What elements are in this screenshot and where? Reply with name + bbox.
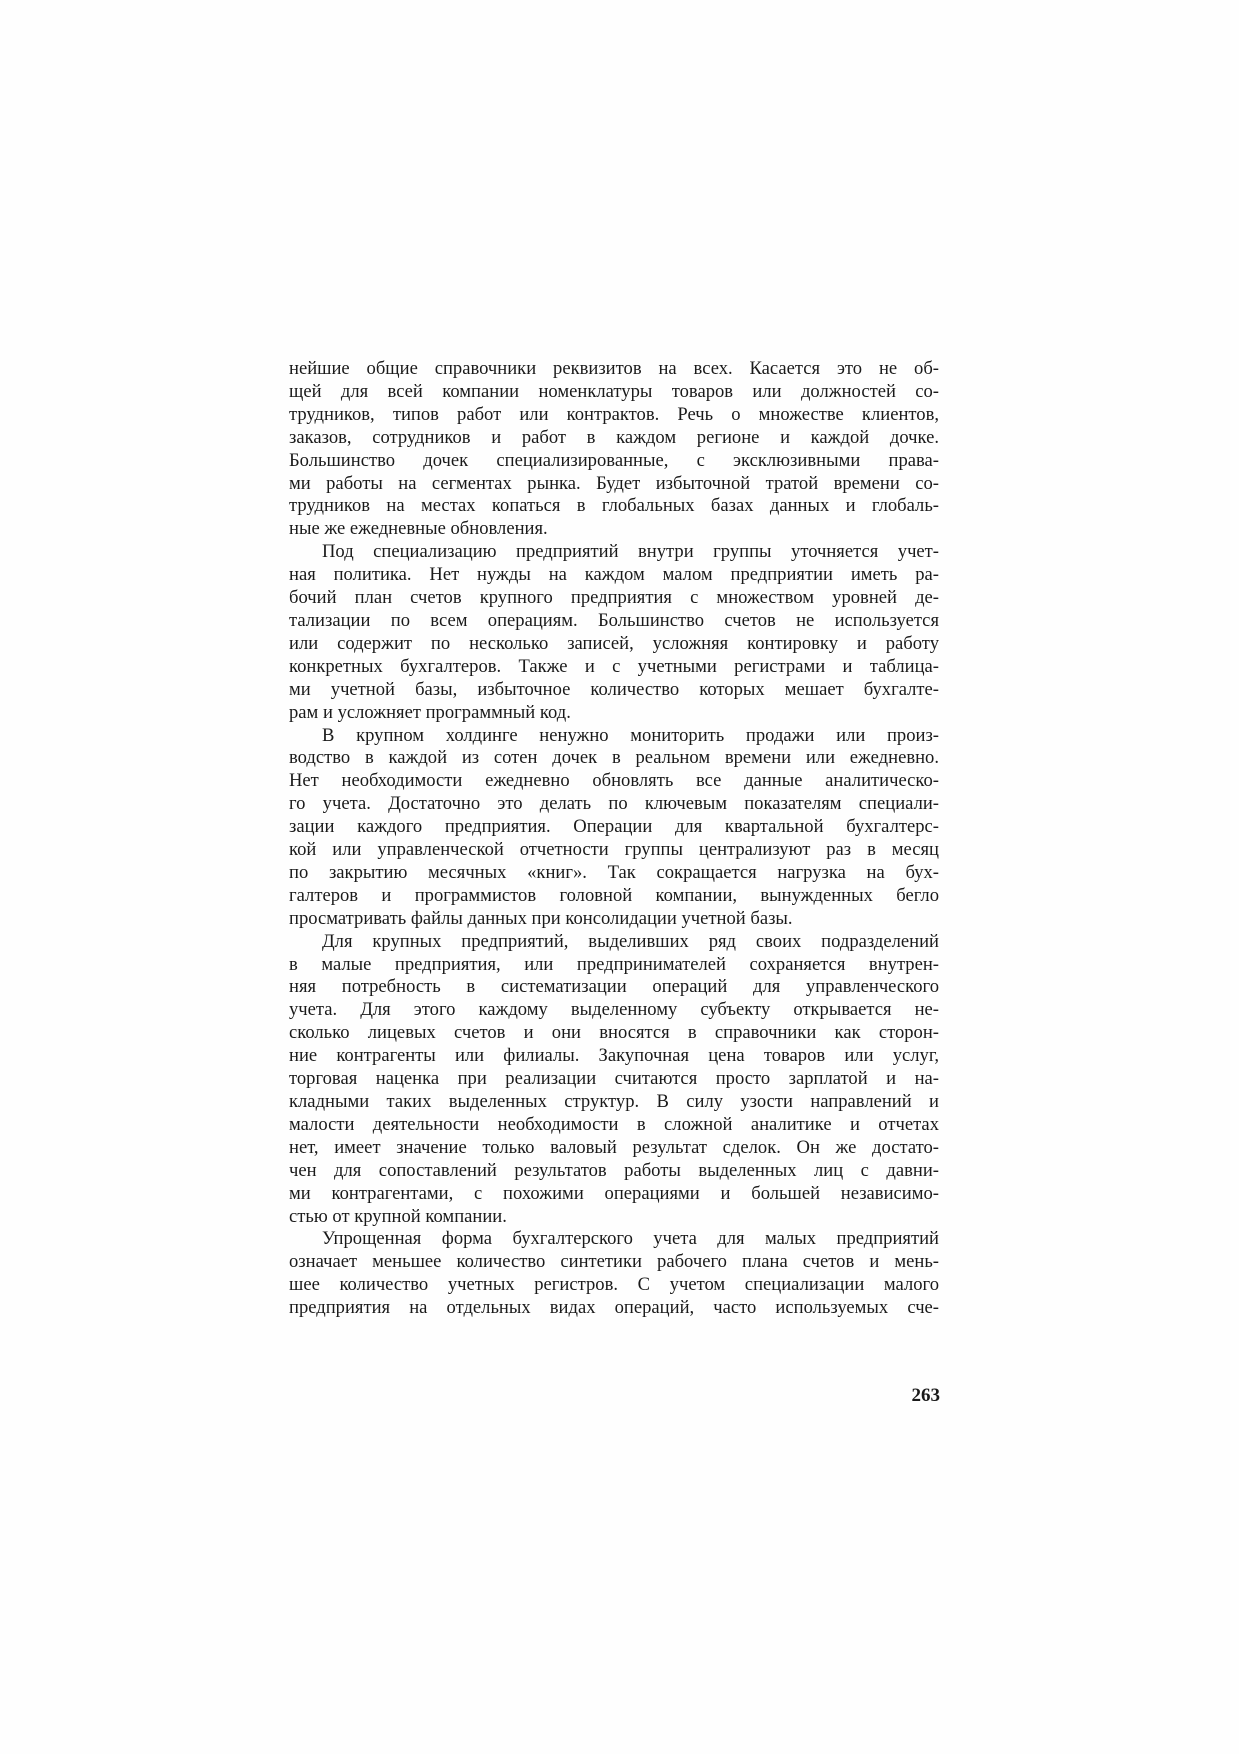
text-line: В крупном холдинге ненужно мониторить продажи или произ- (322, 724, 939, 746)
text-line: или содержит по несколько записей, усложняя контировку и работу (289, 632, 939, 654)
text-line: предприятия на отдельных видах операций, часто используемых сче- (289, 1297, 939, 1319)
text-line: нет, имеет значение только валовый результат сделок. Он же достато- (289, 1136, 939, 1158)
text-line: в малые предприятия, или предпринимателей сохраняется внутрен- (289, 953, 939, 975)
text-line: галтеров и программистов головной компании, вынужденных бегло (289, 884, 939, 906)
text-line: Нет необходимости ежедневно обновлять все данные аналитическо- (289, 770, 939, 792)
text-line: означает меньшее количество синтетики рабочего плана счетов и мень- (289, 1251, 939, 1273)
paragraph (289, 725, 939, 931)
text-line: няя потребность в систематизации операций для управленческого (289, 976, 939, 998)
text-line: ные же ежедневные обновления. (289, 518, 548, 540)
text-line: ная политика. Нет нужды на каждом малом предприятии иметь ра- (289, 564, 939, 586)
text-line: торговая наценка при реализации считаются просто зарплатой и на- (289, 1068, 939, 1090)
text-line: ми контрагентами, с похожими операциями и большей независимо- (289, 1182, 939, 1204)
text-line: Для крупных предприятий, выделивших ряд своих подразделений (322, 930, 939, 952)
page-number: 263 (911, 1385, 940, 1406)
paragraph (289, 931, 939, 1229)
text-line: конкретных бухгалтеров. Также и с учетными регистрами и таблица- (289, 655, 939, 677)
text-line: Под специализацию предприятий внутри группы уточняется учет- (322, 541, 939, 563)
paragraph (289, 541, 939, 724)
text-line: по закрытию месячных «книг». Так сокращается нагрузка на бух- (289, 861, 939, 883)
text-line: чен для сопоставлений результатов работы выделенных лиц с давни- (289, 1159, 939, 1181)
text-line: го учета. Достаточно это делать по ключевым показателям специали- (289, 793, 939, 815)
text-line: трудников, типов работ или контрактов. Речь о множестве клиентов, (289, 403, 939, 425)
text-line: сколько лицевых счетов и они вносятся в справочники как сторон- (289, 1022, 939, 1044)
text-line: нейшие общие справочники реквизитов на всех. Касается это не об- (289, 358, 939, 379)
text-line: бочий план счетов крупного предприятия с множеством уровней де- (289, 587, 939, 609)
text-line: малости деятельности необходимости в сложной аналитике и отчетах (289, 1113, 939, 1135)
text-line: Большинство дочек специализированные, с эксклюзивными права- (289, 449, 939, 471)
text-line: кой или управленческой отчетности группы централизуют раз в месяц (289, 839, 939, 861)
paragraph (289, 1228, 939, 1320)
text-line: ми работы на сегментах рынка. Будет избыточной тратой времени со- (289, 472, 939, 494)
text-line: рам и усложняет программный код. (289, 701, 571, 723)
text-line: ми учетной базы, избыточное количество которых мешает бухгалте- (289, 678, 939, 700)
text-line: тализации по всем операциям. Большинство счетов не используется (289, 609, 939, 631)
text-line: шее количество учетных регистров. С учетом специализации малого (289, 1274, 939, 1296)
text-line: стью от крупной компании. (289, 1205, 507, 1227)
text-line: щей для всей компании номенклатуры товаров или должностей со- (289, 380, 939, 402)
text-line: заказов, сотрудников и работ в каждом регионе и каждой дочке. (289, 426, 939, 448)
text-line: просматривать файлы данных при консолидации учетной базы. (289, 907, 793, 929)
text-line: зации каждого предприятия. Операции для квартальной бухгалтерс- (289, 816, 939, 838)
text-line: Упрощенная форма бухгалтерского учета для малых предприятий (322, 1228, 939, 1250)
text-line: учета. Для этого каждому выделенному субъекту открывается не- (289, 999, 939, 1021)
text-line: ние контрагенты или филиалы. Закупочная цена товаров или услуг, (289, 1045, 939, 1067)
body-text (289, 358, 939, 1320)
text-line: трудников на местах копаться в глобальных базах данных и глобаль- (289, 495, 939, 517)
text-line: кладными таких выделенных структур. В силу узости направлений и (289, 1091, 939, 1112)
paragraph (289, 358, 939, 541)
text-line: водство в каждой из сотен дочек в реальном времени или ежедневно. (289, 747, 939, 769)
